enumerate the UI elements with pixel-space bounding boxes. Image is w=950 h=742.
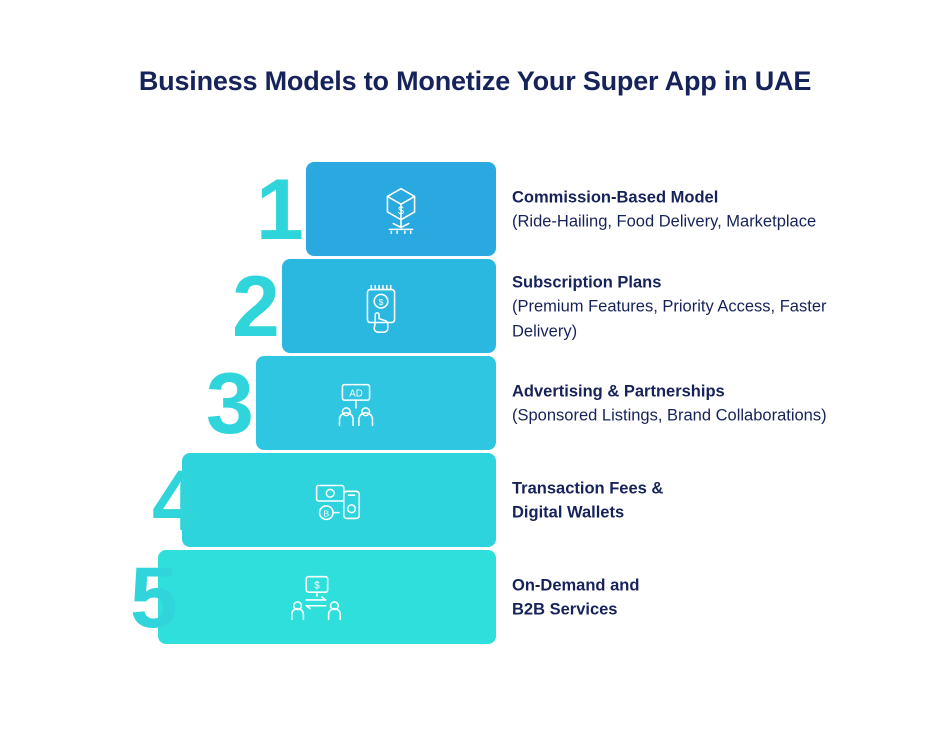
list-item	[0, 453, 950, 549]
b2b-exchange-icon	[285, 567, 347, 629]
page-title: Business Models to Monetize Your Super App in UAE	[138, 66, 812, 96]
step-heading-4: Transaction Fees &	[512, 479, 664, 498]
ad-billboard-people-icon	[325, 373, 387, 435]
step-heading-5: On-Demand and	[512, 576, 640, 595]
step-number-5: 5	[130, 550, 175, 646]
step-subtext-3: (Sponsored Listings, Brand Collaborations)	[512, 407, 827, 425]
step-heading-3: Advertising & Partnerships	[512, 382, 725, 401]
step-text-2	[512, 270, 842, 343]
step-text-4	[512, 477, 842, 526]
step-subtext-5: B2B Services	[512, 601, 618, 619]
step-number-4: 4	[152, 453, 197, 549]
step-text-5	[512, 574, 842, 623]
svg-text:$: $	[314, 580, 320, 592]
list-item	[0, 356, 950, 452]
step-number-2: 2	[232, 259, 277, 355]
step-subtext-2: (Premium Features, Priority Access, Faster Delivery)	[512, 297, 827, 341]
step-heading-2: Subscription Plans	[512, 273, 662, 292]
step-number-1: 1	[256, 162, 301, 258]
step-heading-1: Commission-Based Model	[512, 188, 719, 207]
step-number-3: 3	[206, 356, 251, 452]
list-item	[0, 162, 950, 258]
svg-text:AD: AD	[349, 388, 363, 400]
package-dollar-icon	[370, 179, 432, 241]
step-subtext-4: Digital Wallets	[512, 504, 625, 522]
steps-list	[0, 162, 950, 647]
svg-text:$: $	[398, 204, 404, 217]
cash-mobile-bitcoin-icon	[305, 470, 367, 532]
svg-text:B: B	[323, 508, 330, 519]
svg-text:$: $	[378, 297, 384, 308]
list-item	[0, 550, 950, 646]
subscription-hand-icon	[350, 276, 412, 338]
list-item	[0, 259, 950, 355]
step-text-3	[512, 380, 842, 429]
step-text-1	[512, 186, 842, 235]
step-subtext-1: (Ride-Hailing, Food Delivery, Marketplace	[512, 213, 817, 231]
